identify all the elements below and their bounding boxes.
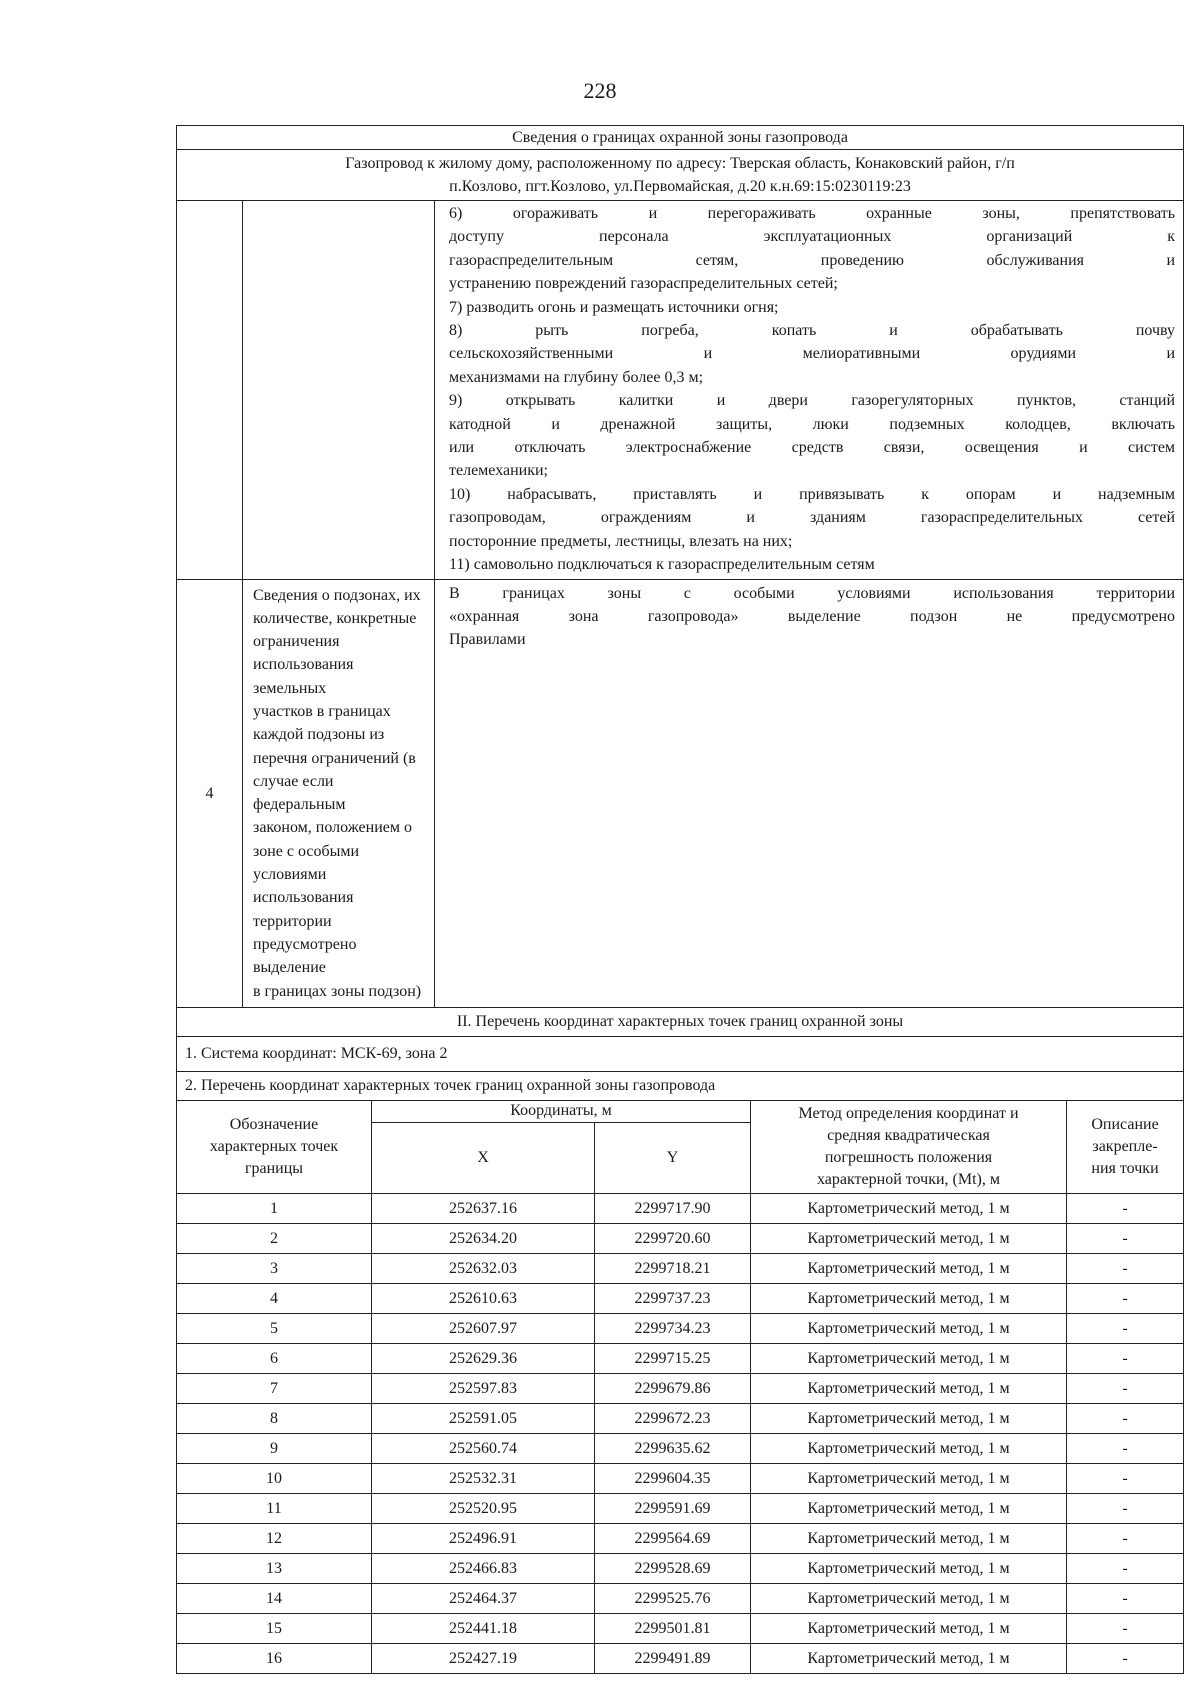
- method-cell: Картометрический метод, 1 м: [751, 1223, 1067, 1253]
- description-cell: -: [1067, 1523, 1184, 1553]
- method-cell: Картометрический метод, 1 м: [751, 1313, 1067, 1343]
- description-cell: -: [1067, 1283, 1184, 1313]
- restriction-line: газопроводам, ограждениям и зданиям газораспределительных сетей: [449, 509, 1176, 527]
- method-cell: Картометрический метод, 1 м: [751, 1253, 1067, 1283]
- item-label-line: случае если федеральным: [253, 772, 346, 814]
- x-coordinate-cell: 252532.31: [372, 1463, 595, 1493]
- empty-label-cell: [243, 201, 435, 580]
- x-coordinate-cell: 252427.19: [372, 1643, 595, 1673]
- description-cell: -: [1067, 1553, 1184, 1583]
- description-cell: -: [1067, 1313, 1184, 1343]
- table-row: [177, 1613, 1184, 1643]
- method-cell: Картометрический метод, 1 м: [751, 1643, 1067, 1673]
- y-coordinate-cell: 2299528.69: [595, 1553, 751, 1583]
- col-header-description: [1067, 1100, 1184, 1193]
- method-cell: Картометрический метод, 1 м: [751, 1193, 1067, 1223]
- col-header-coordinates: Координаты, м: [372, 1100, 751, 1122]
- item-label-line: использования земельных: [253, 656, 354, 697]
- restriction-line: посторонние предметы, лестницы, влезать на них;: [449, 532, 793, 550]
- method-cell: Картометрический метод, 1 м: [751, 1523, 1067, 1553]
- col-header-line: Метод определения координат и: [798, 1104, 1019, 1122]
- table-row: [177, 1343, 1184, 1373]
- point-number-cell: 10: [177, 1463, 372, 1493]
- col-header-line: средняя квадратическая: [827, 1126, 990, 1144]
- restriction-line: или отключать электроснабжение средств связи, освещения и систем: [449, 439, 1176, 457]
- table-row: [177, 1463, 1184, 1493]
- zone-info-table: [176, 125, 1184, 1674]
- description-cell: -: [1067, 1493, 1184, 1523]
- section2-title-row: [177, 1007, 1184, 1036]
- object-description-line: п.Козлово, пгт.Козлово, ул.Первомайская, д.20 к.н.69:15:0230119:23: [449, 178, 911, 195]
- document-title: Сведения о границах охранной зоны газопровода: [177, 126, 1184, 150]
- y-coordinate-cell: 2299604.35: [595, 1463, 751, 1493]
- item-label-line: предусмотрено выделение: [253, 935, 357, 977]
- method-cell: Картометрический метод, 1 м: [751, 1613, 1067, 1643]
- coords-table-body: [177, 1193, 1184, 1673]
- table-row: [177, 1523, 1184, 1553]
- coords-header-row: [177, 1100, 1184, 1122]
- restriction-line: телемеханики;: [449, 462, 548, 480]
- table-row: [177, 1373, 1184, 1403]
- description-cell: -: [1067, 1463, 1184, 1493]
- item-value-line: «охранная зона газопровода» выделение подзон не предусмотрено: [449, 607, 1176, 625]
- y-coordinate-cell: 2299718.21: [595, 1253, 751, 1283]
- y-coordinate-cell: 2299734.23: [595, 1313, 751, 1343]
- item-label-line: зоне с особыми: [253, 842, 360, 860]
- item-label-line: количестве, конкретные: [253, 609, 417, 627]
- method-cell: Картометрический метод, 1 м: [751, 1463, 1067, 1493]
- item-value-line: В границах зоны с особыми условиями использования территории: [449, 584, 1176, 602]
- y-coordinate-cell: 2299635.62: [595, 1433, 751, 1463]
- point-number-cell: 13: [177, 1553, 372, 1583]
- point-number-cell: 6: [177, 1343, 372, 1373]
- table-row: [177, 1283, 1184, 1313]
- x-coordinate-cell: 252591.05: [372, 1403, 595, 1433]
- item-label-line: каждой подзоны из: [253, 726, 385, 744]
- method-cell: Картометрический метод, 1 м: [751, 1373, 1067, 1403]
- coords-list-title: 2. Перечень координат характерных точек границ охранной зоны газопровода: [177, 1071, 1184, 1100]
- table-row: [177, 1253, 1184, 1283]
- restriction-line: доступу персонала эксплуатационных организаций к: [449, 228, 1176, 246]
- x-coordinate-cell: 252520.95: [372, 1493, 595, 1523]
- description-cell: -: [1067, 1433, 1184, 1463]
- method-cell: Картометрический метод, 1 м: [751, 1343, 1067, 1373]
- x-coordinate-cell: 252629.36: [372, 1343, 595, 1373]
- col-header-x: X: [372, 1122, 595, 1193]
- x-coordinate-cell: 252634.20: [372, 1223, 595, 1253]
- point-number-cell: 2: [177, 1223, 372, 1253]
- item-label-line: законом, положением о: [253, 819, 412, 837]
- description-cell: -: [1067, 1253, 1184, 1283]
- restriction-line: 8) рыть погреба, копать и обрабатывать почву: [449, 322, 1176, 340]
- description-cell: -: [1067, 1193, 1184, 1223]
- object-description: [177, 150, 1184, 201]
- point-number-cell: 7: [177, 1373, 372, 1403]
- y-coordinate-cell: 2299564.69: [595, 1523, 751, 1553]
- x-coordinate-cell: 252610.63: [372, 1283, 595, 1313]
- point-number-cell: 11: [177, 1493, 372, 1523]
- y-coordinate-cell: 2299715.25: [595, 1343, 751, 1373]
- item-number: 4: [177, 579, 243, 1007]
- item-value: [435, 579, 1184, 1007]
- table-row: [177, 1583, 1184, 1613]
- item-4-row: [177, 579, 1184, 1007]
- col-header-y: Y: [595, 1122, 751, 1193]
- y-coordinate-cell: 2299491.89: [595, 1643, 751, 1673]
- restrictions-row: [177, 201, 1184, 580]
- point-number-cell: 12: [177, 1523, 372, 1553]
- point-number-cell: 8: [177, 1403, 372, 1433]
- y-coordinate-cell: 2299525.76: [595, 1583, 751, 1613]
- description-cell: -: [1067, 1583, 1184, 1613]
- item-label-line: перечня ограничений (в: [253, 749, 416, 767]
- item-label-line: в границах зоны подзон): [253, 982, 422, 1000]
- point-number-cell: 14: [177, 1583, 372, 1613]
- method-cell: Картометрический метод, 1 м: [751, 1493, 1067, 1523]
- method-cell: Картометрический метод, 1 м: [751, 1553, 1067, 1583]
- y-coordinate-cell: 2299672.23: [595, 1403, 751, 1433]
- table-row: [177, 1403, 1184, 1433]
- item-label-line: территории: [253, 912, 332, 930]
- item-label-line: Сведения о подзонах, их: [253, 586, 421, 604]
- x-coordinate-cell: 252466.83: [372, 1553, 595, 1583]
- section2-title: II. Перечень координат характерных точек границ охранной зоны: [177, 1007, 1184, 1036]
- page-number: 228: [583, 78, 617, 103]
- col-header-line: характерных точек: [209, 1137, 339, 1155]
- point-number-cell: 15: [177, 1613, 372, 1643]
- col-header-line: характерной точки, (Mt), м: [817, 1170, 1000, 1188]
- restrictions-text: [435, 201, 1184, 580]
- table-row: [177, 1223, 1184, 1253]
- title-row: [177, 126, 1184, 150]
- coord-system: 1. Система координат: МСК-69, зона 2: [177, 1036, 1184, 1071]
- item-value-line: Правилами: [449, 630, 526, 648]
- x-coordinate-cell: 252637.16: [372, 1193, 595, 1223]
- table-row: [177, 1493, 1184, 1523]
- x-coordinate-cell: 252496.91: [372, 1523, 595, 1553]
- restriction-line: 6) огораживать и перегораживать охранные зоны, препятствовать: [449, 205, 1176, 222]
- table-row: [177, 1643, 1184, 1673]
- y-coordinate-cell: 2299501.81: [595, 1613, 751, 1643]
- description-cell: -: [1067, 1373, 1184, 1403]
- point-number-cell: 4: [177, 1283, 372, 1313]
- object-description-line: Газопровод к жилому дому, расположенному по адресу: Тверская область, Конаковский район, г/п: [345, 155, 1015, 172]
- restriction-line: устранению повреждений газораспределительных сетей;: [449, 275, 838, 293]
- point-number-cell: 5: [177, 1313, 372, 1343]
- item-label-line: условиями использования: [253, 866, 354, 907]
- point-number-cell: 3: [177, 1253, 372, 1283]
- col-header-point: [177, 1100, 372, 1193]
- empty-number-cell: [177, 201, 243, 580]
- col-header-line: Описание: [1091, 1115, 1159, 1133]
- item-label-line: участков в границах: [253, 702, 391, 720]
- description-cell: -: [1067, 1643, 1184, 1673]
- item-label: [243, 579, 435, 1007]
- col-header-line: границы: [244, 1159, 304, 1177]
- y-coordinate-cell: 2299737.23: [595, 1283, 751, 1313]
- restriction-line: 11) самовольно подключаться к газораспределительным сетям: [449, 556, 875, 574]
- table-row: [177, 1553, 1184, 1583]
- y-coordinate-cell: 2299591.69: [595, 1493, 751, 1523]
- x-coordinate-cell: 252632.03: [372, 1253, 595, 1283]
- subtitle-row: [177, 150, 1184, 201]
- item-label-line: ограничения: [253, 633, 340, 651]
- point-number-cell: 9: [177, 1433, 372, 1463]
- description-cell: -: [1067, 1223, 1184, 1253]
- table-row: [177, 1193, 1184, 1223]
- restriction-line: 10) набрасывать, приставлять и привязывать к опорам и надземным: [449, 485, 1176, 503]
- method-cell: Картометрический метод, 1 м: [751, 1433, 1067, 1463]
- restriction-line: газораспределительным сетям, проведению обслуживания и: [449, 251, 1176, 269]
- y-coordinate-cell: 2299679.86: [595, 1373, 751, 1403]
- x-coordinate-cell: 252441.18: [372, 1613, 595, 1643]
- table-row: [177, 1433, 1184, 1463]
- restriction-line: механизмами на глубину более 0,3 м;: [449, 368, 704, 386]
- description-cell: -: [1067, 1613, 1184, 1643]
- col-header-line: ния точки: [1091, 1159, 1159, 1177]
- x-coordinate-cell: 252607.97: [372, 1313, 595, 1343]
- coord-system-row: [177, 1036, 1184, 1071]
- col-header-line: погрешность положения: [824, 1148, 993, 1166]
- x-coordinate-cell: 252464.37: [372, 1583, 595, 1613]
- method-cell: Картометрический метод, 1 м: [751, 1583, 1067, 1613]
- col-header-line: закрепле-: [1092, 1137, 1158, 1155]
- col-header-method: [751, 1100, 1067, 1193]
- coords-list-title-row: [177, 1071, 1184, 1100]
- restriction-line: катодной и дренажной защиты, люки подземных колодцев, включать: [449, 415, 1176, 433]
- restriction-line: 7) разводить огонь и размещать источники огня;: [449, 298, 779, 316]
- x-coordinate-cell: 252560.74: [372, 1433, 595, 1463]
- y-coordinate-cell: 2299720.60: [595, 1223, 751, 1253]
- point-number-cell: 16: [177, 1643, 372, 1673]
- point-number-cell: 1: [177, 1193, 372, 1223]
- restriction-line: 9) открывать калитки и двери газорегуляторных пунктов, станций: [449, 392, 1176, 410]
- method-cell: Картометрический метод, 1 м: [751, 1403, 1067, 1433]
- description-cell: -: [1067, 1343, 1184, 1373]
- method-cell: Картометрический метод, 1 м: [751, 1283, 1067, 1313]
- y-coordinate-cell: 2299717.90: [595, 1193, 751, 1223]
- restriction-line: сельскохозяйственными и мелиоративными орудиями и: [449, 345, 1176, 363]
- x-coordinate-cell: 252597.83: [372, 1373, 595, 1403]
- description-cell: -: [1067, 1403, 1184, 1433]
- table-row: [177, 1313, 1184, 1343]
- col-header-line: Обозначение: [229, 1115, 319, 1133]
